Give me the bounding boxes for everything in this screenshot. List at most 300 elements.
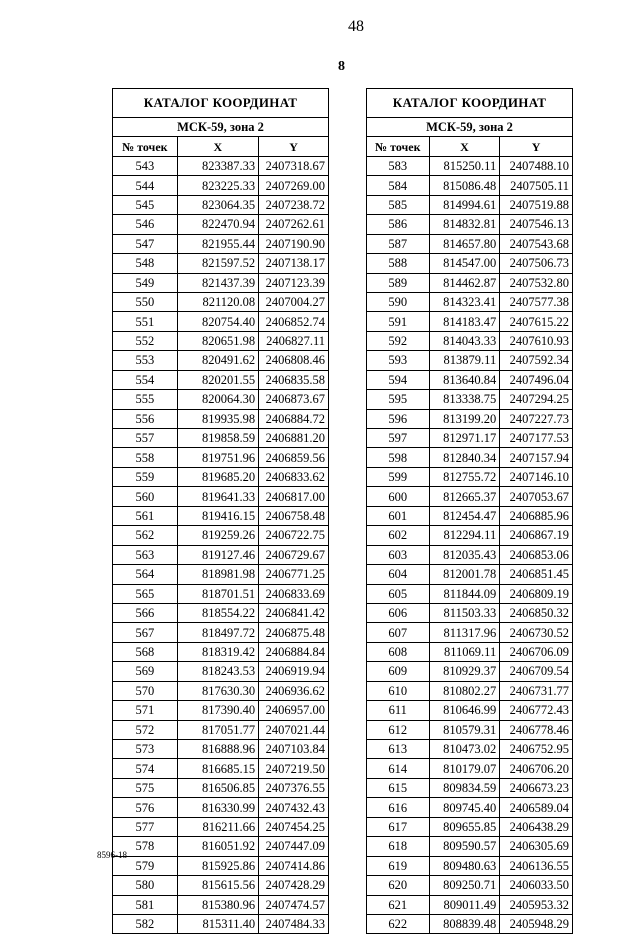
point-number-cell: 554	[113, 370, 178, 389]
point-number-cell: 606	[367, 603, 430, 622]
point-number-cell: 568	[113, 642, 178, 661]
table-row	[367, 506, 573, 525]
table-row	[113, 429, 329, 448]
point-number-cell: 620	[367, 876, 430, 895]
point-number-cell: 597	[367, 429, 430, 448]
point-number-cell: 621	[367, 895, 430, 914]
y-coordinate-cell: 2407428.29	[259, 876, 329, 895]
y-coordinate-cell: 2406853.06	[500, 545, 573, 564]
page-number: 48	[348, 18, 364, 35]
y-coordinate-cell: 2406809.19	[500, 584, 573, 603]
x-coordinate-cell: 818319.42	[177, 642, 259, 661]
y-coordinate-cell: 2407484.33	[259, 914, 329, 933]
catalog-title: КАТАЛОГ КООРДИНАТ	[113, 89, 329, 118]
table-row	[367, 642, 573, 661]
table-row	[367, 254, 573, 273]
point-number-cell: 589	[367, 273, 430, 292]
y-coordinate-cell: 2407053.67	[500, 487, 573, 506]
x-coordinate-cell: 810179.07	[429, 759, 500, 778]
x-coordinate-cell: 820064.30	[177, 390, 259, 409]
y-coordinate-cell: 2407519.88	[500, 195, 573, 214]
table-row	[113, 312, 329, 331]
x-coordinate-cell: 818701.51	[177, 584, 259, 603]
point-number-cell: 611	[367, 701, 430, 720]
table-row	[367, 837, 573, 856]
point-number-cell: 598	[367, 448, 430, 467]
y-coordinate-cell: 2406833.69	[259, 584, 329, 603]
point-number-cell: 586	[367, 215, 430, 234]
table-row	[367, 234, 573, 253]
point-number-cell: 562	[113, 526, 178, 545]
y-coordinate-cell: 2407157.94	[500, 448, 573, 467]
x-coordinate-cell: 816330.99	[177, 798, 259, 817]
table-row	[367, 623, 573, 642]
y-coordinate-cell: 2406833.62	[259, 467, 329, 486]
x-coordinate-cell: 815925.86	[177, 856, 259, 875]
table-row	[367, 370, 573, 389]
x-coordinate-cell: 820754.40	[177, 312, 259, 331]
x-coordinate-cell: 821120.08	[177, 292, 259, 311]
table-row	[367, 409, 573, 428]
table-row	[113, 914, 329, 933]
y-coordinate-cell: 2406867.19	[500, 526, 573, 545]
x-coordinate-cell: 811069.11	[429, 642, 500, 661]
x-coordinate-cell: 814832.81	[429, 215, 500, 234]
point-number-cell: 601	[367, 506, 430, 525]
y-coordinate-cell: 2406706.20	[500, 759, 573, 778]
point-number-cell: 616	[367, 798, 430, 817]
point-number-cell: 579	[113, 856, 178, 875]
table-row	[113, 759, 329, 778]
point-number-cell: 558	[113, 448, 178, 467]
y-coordinate-cell: 2407577.38	[500, 292, 573, 311]
point-number-cell: 614	[367, 759, 430, 778]
point-number-cell: 561	[113, 506, 178, 525]
x-coordinate-cell: 812840.34	[429, 448, 500, 467]
x-coordinate-cell: 819858.59	[177, 429, 259, 448]
table-row	[367, 312, 573, 331]
table-row	[113, 409, 329, 428]
x-coordinate-cell: 810802.27	[429, 681, 500, 700]
table-row	[113, 448, 329, 467]
point-number-cell: 572	[113, 720, 178, 739]
point-number-cell: 582	[113, 914, 178, 933]
column-header-point-number: № точек	[367, 137, 430, 156]
table-row	[113, 817, 329, 836]
table-row	[113, 662, 329, 681]
y-coordinate-cell: 2407376.55	[259, 778, 329, 797]
x-coordinate-cell: 812755.72	[429, 467, 500, 486]
table-row	[367, 681, 573, 700]
x-coordinate-cell: 810646.99	[429, 701, 500, 720]
point-number-cell: 571	[113, 701, 178, 720]
point-number-cell: 547	[113, 234, 178, 253]
y-coordinate-cell: 2407004.27	[259, 292, 329, 311]
y-coordinate-cell: 2406936.62	[259, 681, 329, 700]
y-coordinate-cell: 2407532.80	[500, 273, 573, 292]
point-number-cell: 546	[113, 215, 178, 234]
coordinate-system: МСК-59, зона 2	[113, 118, 329, 137]
y-coordinate-cell: 2407177.53	[500, 429, 573, 448]
y-coordinate-cell: 2407123.39	[259, 273, 329, 292]
point-number-cell: 593	[367, 351, 430, 370]
x-coordinate-cell: 815311.40	[177, 914, 259, 933]
catalog-title: КАТАЛОГ КООРДИНАТ	[367, 89, 573, 118]
y-coordinate-cell: 2406808.46	[259, 351, 329, 370]
x-coordinate-cell: 817630.30	[177, 681, 259, 700]
point-number-cell: 613	[367, 740, 430, 759]
point-number-cell: 575	[113, 778, 178, 797]
point-number-cell: 608	[367, 642, 430, 661]
point-number-cell: 555	[113, 390, 178, 409]
point-number-cell: 615	[367, 778, 430, 797]
point-number-cell: 545	[113, 195, 178, 214]
y-coordinate-cell: 2406706.09	[500, 642, 573, 661]
point-number-cell: 617	[367, 817, 430, 836]
y-coordinate-cell: 2406673.23	[500, 778, 573, 797]
table-row	[367, 156, 573, 175]
section-number: 8	[338, 59, 345, 74]
point-number-cell: 596	[367, 409, 430, 428]
y-coordinate-cell: 2406817.00	[259, 487, 329, 506]
table-row	[113, 176, 329, 195]
x-coordinate-cell: 814462.87	[429, 273, 500, 292]
x-coordinate-cell: 816685.15	[177, 759, 259, 778]
y-coordinate-cell: 2406881.20	[259, 429, 329, 448]
table-row	[113, 642, 329, 661]
x-coordinate-cell: 808839.48	[429, 914, 500, 933]
x-coordinate-cell: 816506.85	[177, 778, 259, 797]
column-header-y: Y	[259, 137, 329, 156]
table-row	[367, 798, 573, 817]
table-row	[367, 584, 573, 603]
x-coordinate-cell: 814994.61	[429, 195, 500, 214]
x-coordinate-cell: 817051.77	[177, 720, 259, 739]
y-coordinate-cell: 2406873.67	[259, 390, 329, 409]
point-number-cell: 580	[113, 876, 178, 895]
point-number-cell: 544	[113, 176, 178, 195]
x-coordinate-cell: 812665.37	[429, 487, 500, 506]
x-coordinate-cell: 813640.84	[429, 370, 500, 389]
y-coordinate-cell: 2406709.54	[500, 662, 573, 681]
document-code: 8596-18	[97, 850, 127, 860]
y-coordinate-cell: 2406851.45	[500, 565, 573, 584]
table-row	[367, 429, 573, 448]
point-number-cell: 607	[367, 623, 430, 642]
y-coordinate-cell: 2407146.10	[500, 467, 573, 486]
table-row	[367, 817, 573, 836]
y-coordinate-cell: 2406758.48	[259, 506, 329, 525]
point-number-cell: 549	[113, 273, 178, 292]
table-row	[367, 701, 573, 720]
table-row	[113, 370, 329, 389]
x-coordinate-cell: 821437.39	[177, 273, 259, 292]
y-coordinate-cell: 2407506.73	[500, 254, 573, 273]
y-coordinate-cell: 2407543.68	[500, 234, 573, 253]
table-row	[113, 565, 329, 584]
point-number-cell: 595	[367, 390, 430, 409]
y-coordinate-cell: 2407454.25	[259, 817, 329, 836]
point-number-cell: 567	[113, 623, 178, 642]
x-coordinate-cell: 809590.57	[429, 837, 500, 856]
table-row	[113, 292, 329, 311]
y-coordinate-cell: 2407496.04	[500, 370, 573, 389]
y-coordinate-cell: 2407447.09	[259, 837, 329, 856]
table-row	[367, 545, 573, 564]
y-coordinate-cell: 2406589.04	[500, 798, 573, 817]
x-coordinate-cell: 809745.40	[429, 798, 500, 817]
x-coordinate-cell: 814657.80	[429, 234, 500, 253]
y-coordinate-cell: 2406885.96	[500, 506, 573, 525]
point-number-cell: 594	[367, 370, 430, 389]
x-coordinate-cell: 820651.98	[177, 331, 259, 350]
table-row	[113, 156, 329, 175]
table-row	[367, 176, 573, 195]
point-number-cell: 564	[113, 565, 178, 584]
y-coordinate-cell: 2406835.58	[259, 370, 329, 389]
point-number-cell: 587	[367, 234, 430, 253]
table-row	[367, 914, 573, 933]
point-number-cell: 543	[113, 156, 178, 175]
y-coordinate-cell: 2407592.34	[500, 351, 573, 370]
point-number-cell: 599	[367, 467, 430, 486]
point-number-cell: 551	[113, 312, 178, 331]
coordinate-catalog-table-left	[112, 88, 329, 934]
x-coordinate-cell: 820491.62	[177, 351, 259, 370]
table-row	[113, 234, 329, 253]
point-number-cell: 622	[367, 914, 430, 933]
point-number-cell: 548	[113, 254, 178, 273]
x-coordinate-cell: 812454.47	[429, 506, 500, 525]
x-coordinate-cell: 823387.33	[177, 156, 259, 175]
table-row	[367, 856, 573, 875]
table-row	[113, 798, 329, 817]
x-coordinate-cell: 815380.96	[177, 895, 259, 914]
coordinate-catalog-table-right	[366, 88, 573, 934]
table-row	[113, 584, 329, 603]
x-coordinate-cell: 820201.55	[177, 370, 259, 389]
table-row	[367, 351, 573, 370]
table-row	[113, 331, 329, 350]
y-coordinate-cell: 2406438.29	[500, 817, 573, 836]
point-number-cell: 577	[113, 817, 178, 836]
y-coordinate-cell: 2406752.95	[500, 740, 573, 759]
y-coordinate-cell: 2407474.57	[259, 895, 329, 914]
x-coordinate-cell: 811844.09	[429, 584, 500, 603]
y-coordinate-cell: 2406852.74	[259, 312, 329, 331]
x-coordinate-cell: 823064.35	[177, 195, 259, 214]
x-coordinate-cell: 809480.63	[429, 856, 500, 875]
point-number-cell: 576	[113, 798, 178, 817]
y-coordinate-cell: 2406841.42	[259, 603, 329, 622]
x-coordinate-cell: 811503.33	[429, 603, 500, 622]
column-header-y: Y	[500, 137, 573, 156]
point-number-cell: 570	[113, 681, 178, 700]
x-coordinate-cell: 809250.71	[429, 876, 500, 895]
y-coordinate-cell: 2407219.50	[259, 759, 329, 778]
x-coordinate-cell: 813879.11	[429, 351, 500, 370]
y-coordinate-cell: 2407262.61	[259, 215, 329, 234]
point-number-cell: 612	[367, 720, 430, 739]
x-coordinate-cell: 819259.26	[177, 526, 259, 545]
table-row	[113, 351, 329, 370]
table-row	[113, 837, 329, 856]
x-coordinate-cell: 812035.43	[429, 545, 500, 564]
point-number-cell: 583	[367, 156, 430, 175]
y-coordinate-cell: 2407488.10	[500, 156, 573, 175]
x-coordinate-cell: 819641.33	[177, 487, 259, 506]
point-number-cell: 569	[113, 662, 178, 681]
table-row	[113, 701, 329, 720]
point-number-cell: 585	[367, 195, 430, 214]
column-header-point-number: № точек	[113, 137, 178, 156]
x-coordinate-cell: 816888.96	[177, 740, 259, 759]
y-coordinate-cell: 2407021.44	[259, 720, 329, 739]
point-number-cell: 604	[367, 565, 430, 584]
y-coordinate-cell: 2406731.77	[500, 681, 573, 700]
point-number-cell: 556	[113, 409, 178, 428]
table-row	[367, 448, 573, 467]
point-number-cell: 550	[113, 292, 178, 311]
point-number-cell: 557	[113, 429, 178, 448]
table-row	[113, 195, 329, 214]
x-coordinate-cell: 818497.72	[177, 623, 259, 642]
x-coordinate-cell: 821597.52	[177, 254, 259, 273]
x-coordinate-cell: 816211.66	[177, 817, 259, 836]
point-number-cell: 605	[367, 584, 430, 603]
table-row	[113, 720, 329, 739]
table-row	[113, 623, 329, 642]
x-coordinate-cell: 821955.44	[177, 234, 259, 253]
x-coordinate-cell: 818981.98	[177, 565, 259, 584]
point-number-cell: 581	[113, 895, 178, 914]
x-coordinate-cell: 812294.11	[429, 526, 500, 545]
x-coordinate-cell: 814183.47	[429, 312, 500, 331]
table-row	[367, 526, 573, 545]
point-number-cell: 588	[367, 254, 430, 273]
table-row	[367, 876, 573, 895]
y-coordinate-cell: 2406875.48	[259, 623, 329, 642]
table-row	[367, 292, 573, 311]
y-coordinate-cell: 2406722.75	[259, 526, 329, 545]
x-coordinate-cell: 812001.78	[429, 565, 500, 584]
table-row	[367, 778, 573, 797]
y-coordinate-cell: 2407505.11	[500, 176, 573, 195]
table-row	[367, 467, 573, 486]
y-coordinate-cell: 2407432.43	[259, 798, 329, 817]
x-coordinate-cell: 819127.46	[177, 545, 259, 564]
x-coordinate-cell: 822470.94	[177, 215, 259, 234]
x-coordinate-cell: 816051.92	[177, 837, 259, 856]
table-row	[367, 390, 573, 409]
y-coordinate-cell: 2407546.13	[500, 215, 573, 234]
table-row	[367, 273, 573, 292]
x-coordinate-cell: 819416.15	[177, 506, 259, 525]
y-coordinate-cell: 2407615.22	[500, 312, 573, 331]
x-coordinate-cell: 818554.22	[177, 603, 259, 622]
point-number-cell: 610	[367, 681, 430, 700]
y-coordinate-cell: 2407610.93	[500, 331, 573, 350]
point-number-cell: 560	[113, 487, 178, 506]
point-number-cell: 591	[367, 312, 430, 331]
point-number-cell: 566	[113, 603, 178, 622]
point-number-cell: 563	[113, 545, 178, 564]
y-coordinate-cell: 2406778.46	[500, 720, 573, 739]
table-row	[113, 778, 329, 797]
point-number-cell: 592	[367, 331, 430, 350]
y-coordinate-cell: 2405953.32	[500, 895, 573, 914]
table-row	[113, 526, 329, 545]
x-coordinate-cell: 814547.00	[429, 254, 500, 273]
y-coordinate-cell: 2406772.43	[500, 701, 573, 720]
y-coordinate-cell: 2406136.55	[500, 856, 573, 875]
table-row	[367, 720, 573, 739]
table-row	[113, 390, 329, 409]
x-coordinate-cell: 823225.33	[177, 176, 259, 195]
y-coordinate-cell: 2405948.29	[500, 914, 573, 933]
point-number-cell: 565	[113, 584, 178, 603]
table-row	[367, 487, 573, 506]
y-coordinate-cell: 2406730.52	[500, 623, 573, 642]
x-coordinate-cell: 819751.96	[177, 448, 259, 467]
point-number-cell: 559	[113, 467, 178, 486]
point-number-cell: 578	[113, 837, 178, 856]
y-coordinate-cell: 2407138.17	[259, 254, 329, 273]
column-header-x: X	[177, 137, 259, 156]
y-coordinate-cell: 2407318.67	[259, 156, 329, 175]
column-header-x: X	[429, 137, 500, 156]
table-row	[113, 856, 329, 875]
point-number-cell: 600	[367, 487, 430, 506]
x-coordinate-cell: 819685.20	[177, 467, 259, 486]
table-row	[113, 487, 329, 506]
x-coordinate-cell: 812971.17	[429, 429, 500, 448]
table-row	[367, 662, 573, 681]
table-row	[367, 740, 573, 759]
x-coordinate-cell: 815250.11	[429, 156, 500, 175]
table-row	[367, 759, 573, 778]
x-coordinate-cell: 814323.41	[429, 292, 500, 311]
point-number-cell: 590	[367, 292, 430, 311]
table-row	[367, 215, 573, 234]
x-coordinate-cell: 813338.75	[429, 390, 500, 409]
point-number-cell: 603	[367, 545, 430, 564]
x-coordinate-cell: 818243.53	[177, 662, 259, 681]
x-coordinate-cell: 810473.02	[429, 740, 500, 759]
y-coordinate-cell: 2407190.90	[259, 234, 329, 253]
y-coordinate-cell: 2406729.67	[259, 545, 329, 564]
y-coordinate-cell: 2406033.50	[500, 876, 573, 895]
point-number-cell: 573	[113, 740, 178, 759]
x-coordinate-cell: 817390.40	[177, 701, 259, 720]
y-coordinate-cell: 2406850.32	[500, 603, 573, 622]
point-number-cell: 584	[367, 176, 430, 195]
x-coordinate-cell: 810929.37	[429, 662, 500, 681]
x-coordinate-cell: 814043.33	[429, 331, 500, 350]
table-row	[113, 467, 329, 486]
x-coordinate-cell: 819935.98	[177, 409, 259, 428]
y-coordinate-cell: 2407294.25	[500, 390, 573, 409]
y-coordinate-cell: 2406919.94	[259, 662, 329, 681]
table-row	[113, 254, 329, 273]
point-number-cell: 574	[113, 759, 178, 778]
point-number-cell: 609	[367, 662, 430, 681]
table-row	[367, 565, 573, 584]
y-coordinate-cell: 2406771.25	[259, 565, 329, 584]
point-number-cell: 553	[113, 351, 178, 370]
y-coordinate-cell: 2407414.86	[259, 856, 329, 875]
coordinate-system: МСК-59, зона 2	[367, 118, 573, 137]
